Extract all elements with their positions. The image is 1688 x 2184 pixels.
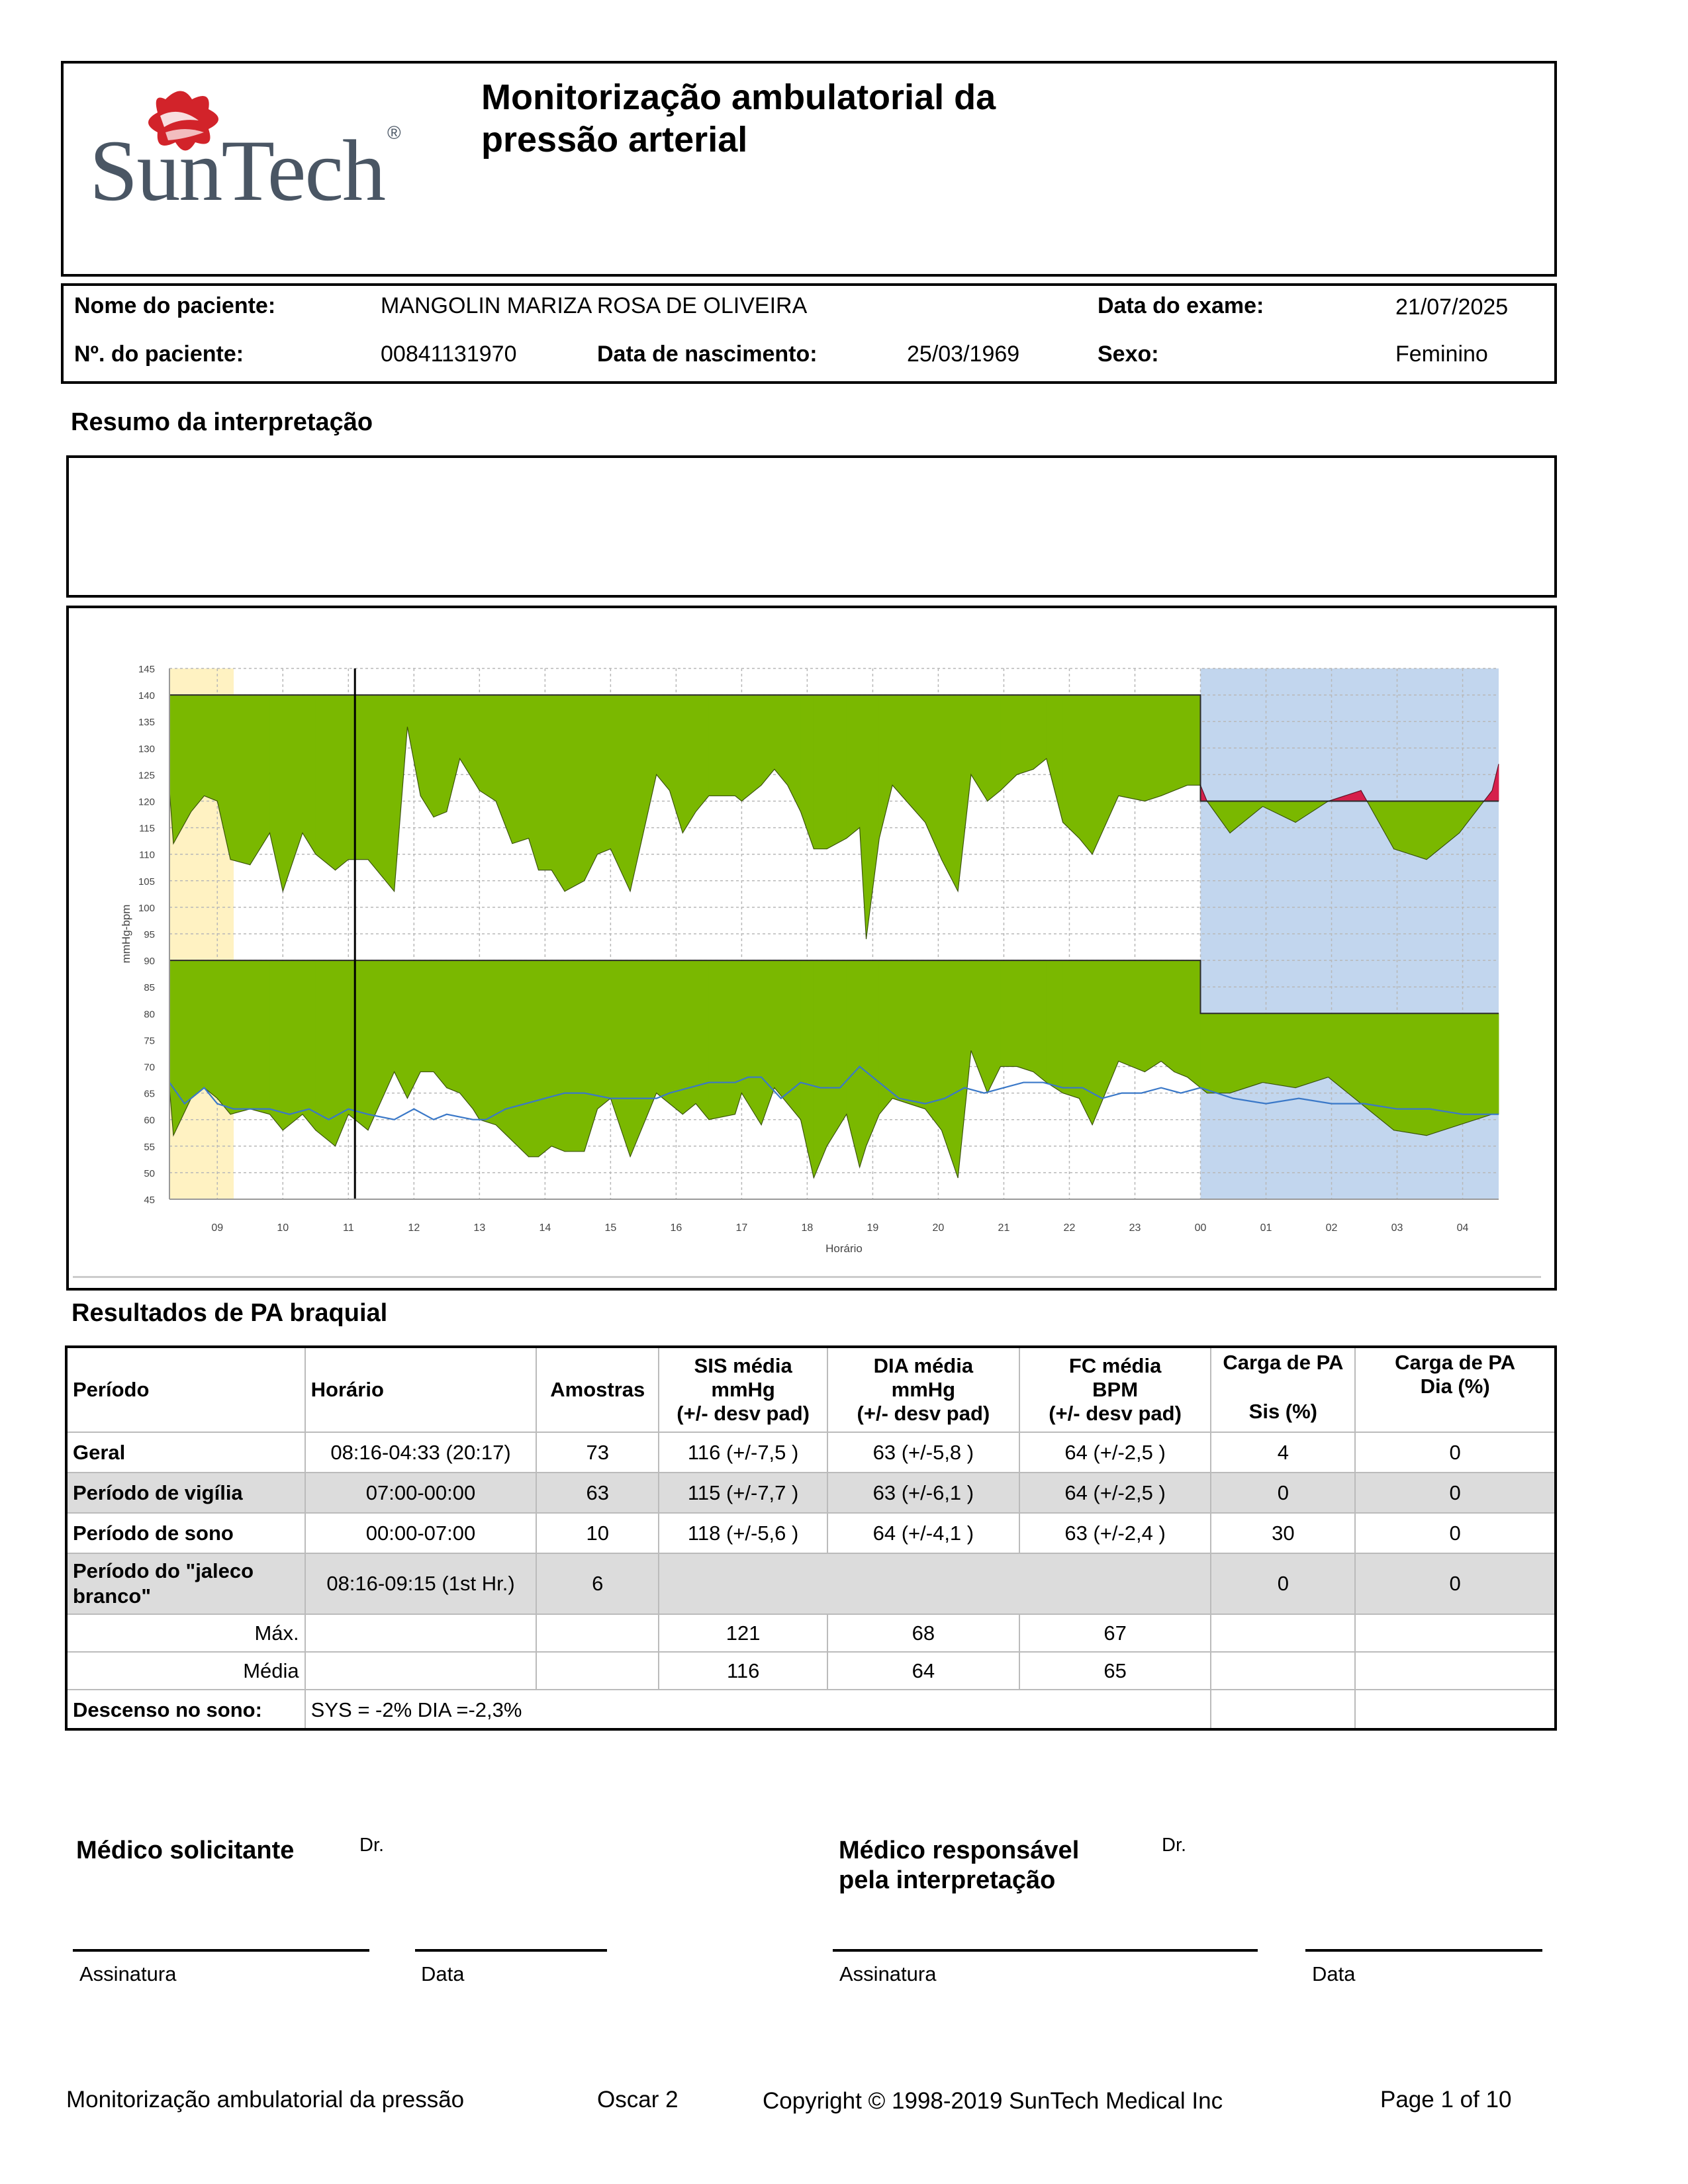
birth-date: 25/03/1969 [907,341,1020,367]
y-tick-label: 115 [139,823,155,835]
sys-area-segment [460,695,473,780]
x-axis-label: Horário [825,1242,863,1255]
footer-device: Oscar 2 [597,2087,679,2113]
cell-avg-dia: 64 [827,1652,1019,1690]
dia-area-segment [925,960,942,1130]
resp-signature-line[interactable] [833,1949,1258,1952]
x-tick-label: 16 [670,1222,682,1234]
table-row [67,1553,1555,1614]
dia-area-segment [1207,1013,1230,1093]
cell-fc: 64 (+/-2,5 ) [1019,1432,1211,1473]
th-load-dia [1355,1347,1555,1432]
cell-dia: 63 (+/-6,1 ) [827,1473,1019,1513]
dia-area-segment [1017,960,1033,1071]
dia-area-segment [1188,960,1201,1087]
cell-sis: 116 (+/-7,5 ) [659,1432,827,1473]
logo-wordmark: SunTech [89,122,385,219]
sys-area-segment [1174,695,1188,790]
summary-title: Resumo da interpretação [71,408,373,436]
footer-left: Monitorização ambulatorial da pressão [66,2087,465,2113]
table-row-max [67,1614,1555,1652]
sys-area-segment [434,695,447,817]
th-sis-l2: mmHg [711,1378,775,1401]
dia-area-segment [303,960,316,1130]
page-title-line2: pressão arterial [481,120,748,159]
dia-area-segment [827,960,847,1146]
sys-area-segment [988,695,1001,801]
y-tick-label: 85 [144,982,155,994]
x-tick-label: 20 [932,1222,945,1234]
x-tick-label: 21 [998,1222,1010,1234]
dia-area-segment [348,960,368,1130]
dia-area-segment [1263,1013,1296,1087]
cell-load-dia: 0 [1355,1553,1555,1614]
dia-area-segment [447,960,460,1093]
footer-page: Page 1 of 10 [1380,2087,1512,2113]
th-period: Período [67,1347,305,1432]
cell-period: Período de sono [67,1513,305,1553]
sys-area-segment [565,695,585,891]
y-tick-label: 125 [138,770,155,782]
cell-load-dia: 0 [1355,1432,1555,1473]
y-tick-label: 80 [144,1009,155,1021]
dia-area-segment [204,960,217,1099]
table-header-row [67,1347,1555,1432]
dia-area-segment [1119,960,1145,1071]
y-tick-label: 130 [138,743,155,755]
x-tick-label: 22 [1063,1222,1076,1234]
cell-empty [1355,1652,1555,1690]
dia-area-segment [814,960,827,1178]
sys-area-segment [657,695,670,790]
th-fc-l1: FC média [1068,1354,1162,1377]
y-tick-label: 110 [139,849,155,861]
table-row [67,1473,1555,1513]
sys-area-segment [925,695,942,860]
resp-date-line[interactable] [1305,1949,1542,1952]
th-sis [659,1347,827,1432]
sys-area-segment [827,695,847,849]
sys-area-segment [860,695,867,939]
patient-name-label: Nome do paciente: [74,293,276,318]
dia-area-segment [565,960,585,1152]
sys-area-segment [512,695,529,844]
y-tick-label: 135 [138,717,155,729]
cell-fc: 63 (+/-2,4 ) [1019,1513,1211,1553]
dia-area-segment [368,960,395,1130]
th-load-sis-l1: Carga de PA [1223,1351,1344,1374]
sys-area-segment [250,695,270,865]
req-signature-line[interactable] [73,1949,369,1952]
x-tick-label: 10 [277,1222,289,1234]
sys-area-segment [941,695,958,891]
th-time: Horário [305,1347,537,1432]
results-table [66,1347,1556,1731]
x-tick-label: 04 [1456,1222,1469,1234]
sys-area-segment [971,695,988,801]
sys-area-segment [1079,695,1092,854]
cell-sis: 118 (+/-5,6 ) [659,1513,827,1553]
dia-area-segment [269,960,283,1130]
dia-area-segment [971,960,988,1093]
summary-box [66,455,1557,598]
sys-area-segment [696,695,709,811]
sys-area-segment [814,695,827,849]
dia-area-segment [551,960,565,1152]
cell-period: Geral [67,1432,305,1473]
x-tick-label: 17 [735,1222,748,1234]
sex-label: Sexo: [1098,341,1159,367]
cell-samples: 63 [536,1473,659,1513]
cell-empty [1355,1614,1555,1652]
cell-empty [1211,1614,1355,1652]
sys-area-segment [368,695,395,891]
x-tick-label: 14 [539,1222,551,1234]
x-tick-label: 15 [604,1222,617,1234]
cell-sis: 115 (+/-7,7 ) [659,1473,827,1513]
sys-area-segment [1092,695,1119,854]
cell-load-dia: 0 [1355,1473,1555,1513]
sys-area-segment [1188,695,1201,785]
table-row [67,1432,1555,1473]
y-tick-label: 120 [138,796,155,808]
dia-area-segment [741,960,761,1125]
y-tick-label: 75 [144,1035,155,1047]
dia-area-segment [230,960,250,1115]
dia-area-segment [941,960,958,1178]
cell-max-fc: 67 [1019,1614,1211,1652]
th-dia-l2: mmHg [891,1378,956,1401]
cell-samples: 6 [536,1553,659,1614]
cell-load-sis: 4 [1211,1432,1355,1473]
chart-bottom-rule [73,1276,1541,1278]
cell-samples: 73 [536,1432,659,1473]
sys-area-segment [1000,695,1017,790]
th-fc-l3: (+/- desv pad) [1049,1402,1182,1425]
sys-area-segment [551,695,565,891]
dia-area-segment [250,960,270,1115]
sys-area-segment [336,695,349,870]
th-sis-l3: (+/- desv pad) [677,1402,810,1425]
dia-area-segment [191,960,205,1099]
sys-area-segment [348,695,368,860]
patient-id: 00841131970 [381,341,517,367]
sys-area-segment [1033,695,1047,769]
th-load-dia-l2: Dia (%) [1420,1375,1490,1398]
sys-area-segment [1145,695,1161,801]
dia-area-segment [735,960,741,1115]
dia-area-segment [657,960,670,1104]
cell-time: 08:16-04:33 (20:17) [305,1432,537,1473]
y-tick-label: 55 [144,1141,155,1153]
dia-area-segment [1230,1013,1263,1093]
cell-empty [1355,1690,1555,1730]
cell-max-dia: 68 [827,1614,1019,1652]
x-tick-label: 00 [1194,1222,1207,1234]
th-load-dia-l1: Carga de PA [1395,1351,1516,1374]
x-tick-label: 11 [343,1222,354,1234]
x-tick-label: 18 [801,1222,814,1234]
dia-area-segment [529,960,539,1157]
exam-date: 21/07/2025 [1395,295,1509,320]
dia-area-segment [1063,960,1080,1099]
cell-max-sis: 121 [659,1614,827,1652]
cell-empty [1211,1690,1355,1730]
dia-area-segment [598,960,611,1109]
dia-area-segment [479,960,496,1125]
suntech-logo [86,79,417,218]
sys-area-segment [1017,695,1033,774]
dia-area-segment [1161,960,1174,1071]
sys-area-segment [204,695,217,801]
requesting-physician-dr: Dr. [359,1835,385,1856]
dia-area-segment [682,960,696,1115]
dia-area-segment [1394,1013,1427,1135]
dia-area-segment [1200,1013,1207,1093]
sys-area-segment [709,695,735,796]
sys-area-segment [447,695,460,811]
cell-avg-label: Média [67,1652,305,1690]
sys-area-segment [303,695,316,854]
sys-area-segment [316,695,336,870]
dia-area-segment [1000,960,1017,1066]
sys-area-segment [788,695,801,811]
y-tick-label: 100 [138,902,155,914]
sys-area-segment [598,695,611,854]
dia-area-segment [860,960,867,1167]
sys-area-segment [682,695,696,833]
cell-samples: 10 [536,1513,659,1553]
dia-area-segment [283,960,303,1130]
cell-empty [305,1652,537,1690]
dia-area-segment [1427,1013,1460,1135]
cell-dia: 63 (+/-5,8 ) [827,1432,1019,1473]
dia-area-segment [585,960,598,1152]
cell-time: 08:16-09:15 (1st Hr.) [305,1553,537,1614]
sys-area-segment [741,695,761,801]
dia-area-segment [538,960,551,1157]
dia-area-segment [788,960,801,1120]
cell-time: 00:00-07:00 [305,1513,537,1553]
dia-area-segment [696,960,709,1120]
req-date-label: Data [421,1962,465,1985]
x-tick-label: 19 [867,1222,879,1234]
sys-area-segment [191,695,205,811]
cell-empty [536,1614,659,1652]
dia-area-segment [1047,960,1063,1093]
x-tick-label: 13 [473,1222,486,1234]
x-tick-label: 03 [1391,1222,1403,1234]
responsible-physician-dr: Dr. [1162,1835,1187,1856]
cell-time: 07:00-00:00 [305,1473,537,1513]
dia-area-segment [1092,960,1119,1125]
y-tick-label: 70 [144,1062,155,1073]
cell-avg-sis: 116 [659,1652,827,1690]
table-row [67,1513,1555,1553]
y-tick-label: 95 [144,929,155,940]
th-sis-l1: SIS média [694,1354,792,1377]
resp-date-label: Data [1312,1962,1356,1985]
sys-area-segment [735,695,741,801]
th-dia [827,1347,1019,1432]
th-fc [1019,1347,1211,1432]
th-dia-l3: (+/- desv pad) [857,1402,990,1425]
y-tick-label: 140 [138,690,155,702]
dia-area-segment [434,960,447,1087]
sys-area-segment [1047,695,1063,822]
dia-area-segment [801,960,814,1178]
dia-area-segment [460,960,473,1109]
dia-area-segment [988,960,1001,1093]
sys-area-segment [538,695,551,870]
cell-load-dia: 0 [1355,1513,1555,1553]
x-tick-label: 23 [1129,1222,1141,1234]
cell-load-sis: 0 [1211,1473,1355,1513]
cell-dip-value: SYS = -2% DIA =-2,3% [305,1690,1211,1730]
sys-area-segment [479,695,496,801]
cell-empty [536,1652,659,1690]
exam-date-label: Data do exame: [1098,293,1264,318]
cell-dip-label: Descenso no sono: [67,1690,305,1730]
dia-area-segment [1079,960,1092,1125]
sys-area-segment [801,695,814,849]
y-tick-label: 60 [144,1115,155,1126]
dia-area-segment [630,960,657,1157]
th-load-sis [1211,1347,1355,1432]
th-load-sis-l2: Sis (%) [1248,1400,1318,1423]
y-tick-label: 105 [138,876,155,887]
x-tick-label: 09 [211,1222,224,1234]
x-tick-label: 12 [408,1222,420,1234]
sys-area-segment [847,695,860,839]
y-tick-label: 145 [138,664,155,675]
sys-area-segment [1063,695,1080,839]
footer-copyright: Copyright © 1998-2019 SunTech Medical Inc [763,2088,1223,2114]
responsible-physician-label-l2: pela interpretação [839,1866,1056,1894]
sys-area-segment [879,695,892,839]
resp-signature-label: Assinatura [839,1962,937,1985]
dia-area-segment [1492,1013,1499,1114]
dia-area-segment [847,960,860,1167]
table-row-avg [67,1652,1555,1690]
th-samples: Amostras [536,1347,659,1432]
dia-area-segment [473,960,479,1120]
dia-area-segment [761,960,774,1125]
cell-max-label: Máx. [67,1614,305,1652]
birth-date-label: Data de nascimento: [597,341,818,367]
patient-id-label: Nº. do paciente: [74,341,244,367]
x-tick-label: 01 [1260,1222,1272,1234]
cell-avg-fc: 65 [1019,1652,1211,1690]
sys-area-segment [1119,695,1145,801]
cell-period: Período do "jaleco branco" [67,1553,305,1614]
cell-load-sis: 0 [1211,1553,1355,1614]
dia-area-segment [1033,960,1047,1082]
responsible-physician-label-l1: Médico responsável [839,1837,1080,1864]
cell-empty [305,1614,537,1652]
y-tick-label: 90 [144,956,155,968]
sex-value: Feminino [1395,341,1488,367]
y-tick-label: 65 [144,1088,155,1100]
cell-dia: 64 (+/-4,1 ) [827,1513,1019,1553]
dia-area-segment [709,960,735,1120]
dia-area-segment [395,960,408,1099]
cell-empty [659,1553,1211,1614]
req-date-line[interactable] [415,1949,607,1952]
cell-period: Período de vigília [67,1473,305,1513]
sys-area-segment [230,695,250,865]
registered-mark: ® [387,122,401,143]
patient-info-box [61,283,1557,384]
dia-area-segment [892,960,925,1109]
table-row-dip [67,1690,1555,1730]
page-title-line1: Monitorização ambulatorial da [481,77,996,117]
results-title: Resultados de PA braquial [71,1299,388,1327]
sys-area-segment [1161,695,1174,796]
dia-area-segment [512,960,529,1157]
dia-area-segment [420,960,434,1071]
th-dia-l1: DIA média [873,1354,974,1377]
dia-area-segment [217,960,230,1115]
dia-area-segment [1460,1013,1493,1124]
bp-chart [69,635,1552,1257]
dia-area-segment [1295,1013,1329,1087]
sys-area-segment [473,695,479,790]
dia-area-segment [1145,960,1161,1071]
y-axis-label: mmHg-bpm [120,904,132,964]
x-tick-label: 02 [1325,1222,1338,1234]
cell-fc: 64 (+/-2,5 ) [1019,1473,1211,1513]
requesting-physician-label: Médico solicitante [76,1837,295,1864]
cell-load-sis: 30 [1211,1513,1355,1553]
th-fc-l2: BPM [1092,1378,1139,1401]
sys-area-segment [585,695,598,881]
dia-area-segment [407,960,420,1099]
dia-area-segment [774,960,788,1104]
dia-area-segment [1174,960,1188,1077]
cell-empty [1211,1652,1355,1690]
sys-area-segment [610,695,630,891]
req-signature-label: Assinatura [79,1962,177,1985]
y-tick-label: 45 [144,1195,155,1206]
patient-name: MANGOLIN MARIZA ROSA DE OLIVEIRA [381,293,808,318]
y-tick-label: 50 [144,1167,155,1179]
